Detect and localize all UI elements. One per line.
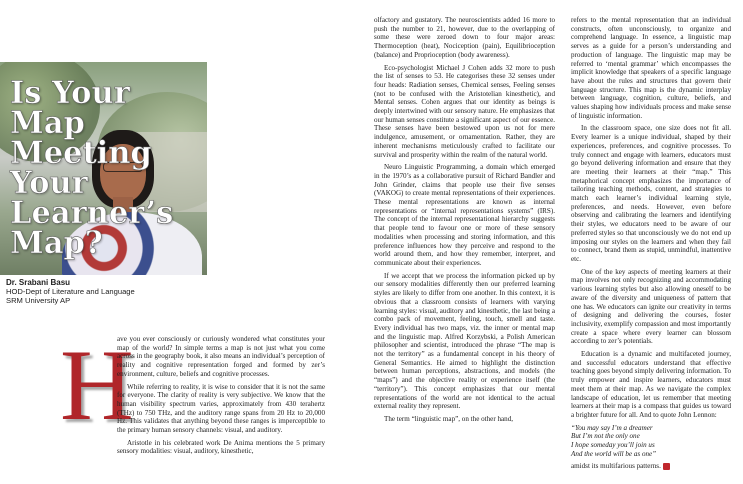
author-name: Dr. Srabani Basu <box>6 278 71 287</box>
paragraph: If we accept that we process the information picked up by our sensory modalities differently then our preferred learning styles are likely to differ from one another. In this context, it is obvious that a classroom consists of learners with varying learning styles: visual, auditory and kinesthetic, the last being a combo pack of movement, feeling, touch, smell and taste. Every individual has two maps, viz. the inner or mental map and the linguistic map. Alfred Korzybski, a Polish American philosopher and scientist, introduced the phrase “The map is not the territory” as a fundamental concept in his theory of General Semantics. He aimed to highlight the distinction between human perceptions, abstractions, and models (the “maps”) and the objective reality or experience itself (the “territory”). This concept emphasizes that our mental representations of the world are not identical to the actual external reality they represent. <box>374 271 555 411</box>
quote-line: And the world will be as one” <box>571 449 657 458</box>
paragraph: olfactory and gustatory. The neuroscientists added 16 more to push the number to 21, however, due to the overlapping of some these were zeroed down to four major areas: Thermoception (heat), Nociception (pain), Equilibrioception (balance) and Proprioception (body awareness). <box>374 16 555 59</box>
paragraph: ave you ever consciously or curiously wondered what constitutes your map of the world? In simple terms a map is not just what you come across in the geography book, it also means an individual’s perception of reality and cognitive representation forged and formed by zer’s environment, culture, beliefs and cognitive processes. <box>117 335 325 378</box>
paragraph: Aristotle in his celebrated work De Anima mentions the 5 primary sensory modalities: visual, auditory, kinesthetic, <box>117 438 325 456</box>
text-column-2 <box>374 16 555 428</box>
lennon-quote <box>571 424 731 459</box>
text-column-3 <box>571 16 731 475</box>
paragraph: Education is a dynamic and multifaceted journey, and successful educators understand that effective teaching goes beyond simply delivering information. To truly empower and inspire learners, educators must meet them at their map. As we navigate the complex landscape of education, let us remember that meeting learners at their map is a compass that guides us toward a brighter future for all. And to quote John Lennon: <box>571 350 731 419</box>
quote-line: I hope someday you’ll join us <box>571 441 655 450</box>
author-org: SRM University AP <box>6 296 71 305</box>
author-byline <box>6 278 135 305</box>
end-of-article-icon <box>663 463 670 470</box>
paragraph: While referring to reality, it is wise to consider that it is not the same for everyone. The clarity of reality is very subjective. We know that the human visibility spectrum varies, approximately from 430 terahertz (THz) to 750 THz, and the auditory range spans from 20 Hz to 20,000 Hz. This validates that anything beyond these ranges is imperceptible to the primary human sensory channels: visual, and auditory. <box>117 382 325 435</box>
paragraph: The term “linguistic map”, on the other hand, <box>384 414 514 423</box>
author-role: HOD-Dept of Literature and Language <box>6 287 135 296</box>
paragraph: In the classroom space, one size does not fit all. Every learner is a unique individual, shaped by their experiences, preferences, and cognitive processes. To truly connect and engage with learners, educators must go beyond delivering information and ensure that they are meeting their learners at their “map.” This metaphorical concept emphasizes the importance of tailoring teaching methods, content, and strategies to match each learner’s individual learning style, preferences, and needs. However, even before observing and calibrating the learners and identifying their styles, we educators need to be aware of our preferred styles so that unconsciously we do not end up imposing our styles on the learners and when they fail to connect, brand them as stupid, unmindful, inattentive etc. <box>571 124 731 263</box>
text-column-1 <box>117 335 325 460</box>
closing-text: amidst its multifarious patterns. <box>571 462 661 471</box>
quote-line: “You may say I’m a dreamer <box>571 423 653 432</box>
article-title: Is Your Map Meeting Your Learner’s Map? <box>10 75 174 261</box>
drop-cap-letter: H <box>60 329 134 442</box>
paragraph: refers to the mental representation that an individual constructs, often unconsciously, to organize and comprehend language. In essence, a linguistic map serves as a guide for a person’s understanding and production of language. The linguistic map may be referred to ‘mental grammar’ which encompasses the implicit knowledge that speakers of a specific language have about the rules and structures that govern their language structure. This map is the dynamic interplay between language, cognition, culture, beliefs, and values shaping how individuals process and make sense of linguistic information. <box>571 16 731 120</box>
paragraph: Neuro Linguistic Programming, a domain which emerged in the 1970’s as a collaborative pursuit of Richard Bandler and John Grinder, claims that people use their five senses (VAKOG) to create mental representations of their experiences. These mental representations are known as internal representations or “internal representations systems” (IRS). The concept of the internal representational hierarchy suggests that people tend to favour one or more of these sensory modalities when processing and storing information, and this preference influences how they perceive and respond to the world around them, and how they remember, interpret, and communicate about their experiences. <box>374 163 555 267</box>
paragraph: One of the key aspects of meeting learners at their map involves not only recognizing and accommodating various learning styles but also allowing oneself to be aware of the diversity and uniqueness of pattern that one has. We educators can ignite our creativity in terms of designing and delivering the courses, foster inclusivity, exemplify compassion and most importantly create a space where every learner can blossom according to zer’s potentials. <box>571 267 731 346</box>
paragraph: Eco-psychologist Michael J Cohen adds 32 more to push the list of senses to 53. He categorises these 32 senses under four heads: Radiation senses, Chemical senses, Feeling senses (not to be confused with the Aristotelian kinesthetic), and Mental senses. Cohen argues that our identity as beings is deeply intertwined with our sensory nature. He emphasizes that our human senses constitute a significant aspect of our essence. These senses have been bestowed upon us not for mere indulgence, amusement, or ornamentation. Rather, they are inherent mechanisms meticulously crafted to facilitate our survival and prosperity within the realm of the natural world. <box>374 63 555 159</box>
closing-line <box>571 462 731 471</box>
quote-line: But I’m not the only one <box>571 432 640 441</box>
